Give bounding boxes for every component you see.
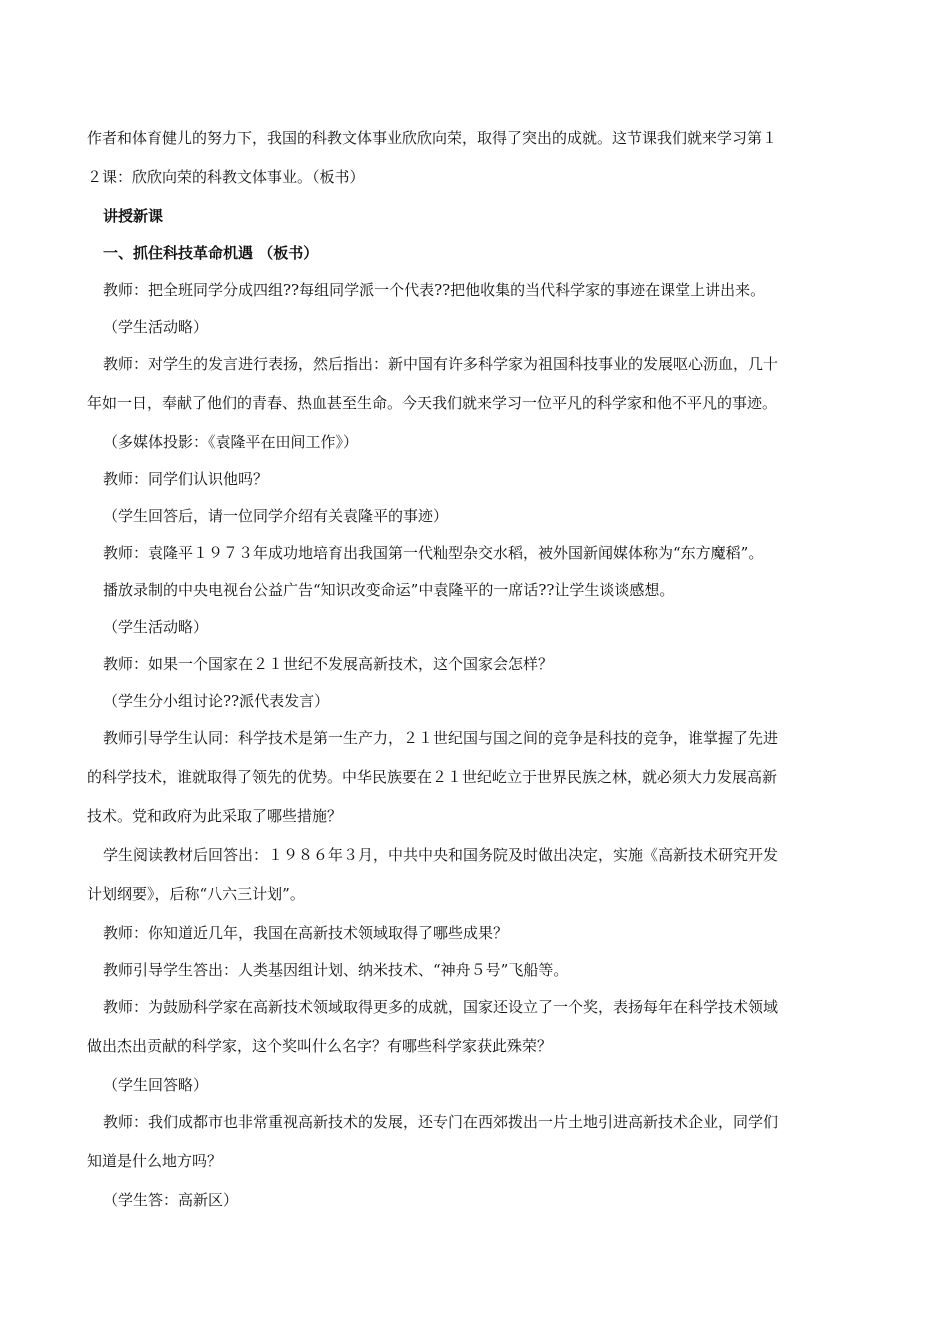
paragraph-line: 知道是什么地方吗？ — [87, 1152, 223, 1170]
paragraph-line: 教师：对学生的发言进行表扬，然后指出：新中国有许多科学家为祖国科技事业的发展呕心沥血，几十 — [103, 355, 779, 373]
paragraph-line: 教师：如果一个国家在２１世纪不发展高新技术，这个国家会怎样？ — [103, 655, 554, 673]
paragraph-line: 技术。党和政府为此采取了哪些措施？ — [87, 807, 343, 825]
paragraph-line: 作者和体育健儿的努力下，我国的科教文体事业欣欣向荣，取得了突出的成就。这节课我们就来学习第１ — [87, 129, 778, 147]
paragraph-line: 教师：袁隆平１９７３年成功地培育出我国第一代籼型杂交水稻，被外国新闻媒体称为“东方魔稻”。 — [103, 544, 764, 562]
paragraph-line: 教师：我们成都市也非常重视高新技术的发展，还专门在西郊拨出一片土地引进高新技术企业，同学们 — [103, 1113, 779, 1131]
paragraph-line: （学生回答后，请一位同学介绍有关袁隆平的事迹） — [103, 507, 449, 525]
paragraph-line: 年如一日，奉献了他们的青春、热血甚至生命。今天我们就来学习一位平凡的科学家和他不平凡的事迹。 — [87, 394, 778, 412]
subsection-heading: 一、抓住科技革命机遇 （板书） — [103, 244, 319, 262]
paragraph-line: （学生活动略） — [103, 618, 209, 636]
section-heading: 讲授新课 — [103, 207, 164, 225]
paragraph-line: 播放录制的中央电视台公益广告“知识改变命运”中袁隆平的一席话??让学生谈谈感想。 — [103, 581, 675, 599]
paragraph-line: （学生分小组讨论??派代表发言） — [103, 692, 330, 710]
paragraph-line: 学生阅读教材后回答出：１９８６年３月，中共中央和国务院及时做出决定，实施《高新技术研究开发 — [103, 846, 779, 864]
paragraph-line: （学生活动略） — [103, 318, 209, 336]
paragraph-line: 教师：把全班同学分成四组??每组同学派一个代表??把他收集的当代科学家的事迹在课堂上讲出来。 — [103, 281, 766, 299]
paragraph-line: 教师引导学生答出：人类基因组计划、纳米技术、“神舟５号”飞船等。 — [103, 961, 569, 979]
paragraph-line: （多媒体投影：《袁隆平在田间工作》） — [103, 433, 359, 451]
paragraph-line: 计划纲要》，后称“八六三计划”。 — [87, 885, 305, 903]
paragraph-line: 做出杰出贡献的科学家，这个奖叫什么名字？有哪些科学家获此殊荣？ — [87, 1037, 553, 1055]
paragraph-line: 教师：为鼓励科学家在高新技术领域取得更多的成就，国家还设立了一个奖，表扬每年在科学技术领域 — [103, 998, 779, 1016]
paragraph-line: 教师引导学生认同：科学技术是第一生产力，２１世纪国与国之间的竞争是科技的竞争，谁掌握了先进 — [103, 729, 779, 747]
paragraph-line: （学生回答略） — [103, 1076, 209, 1094]
paragraph-line: （学生答：高新区） — [103, 1191, 239, 1209]
paragraph-line: 教师：同学们认识他吗？ — [103, 470, 269, 488]
paragraph-line: 教师：你知道近几年，我国在高新技术领域取得了哪些成果？ — [103, 924, 509, 942]
paragraph-line: 的科学技术，谁就取得了领先的优势。中华民族要在２１世纪屹立于世界民族之林，就必须大力发展高新 — [87, 768, 778, 786]
paragraph-line: ２课：欣欣向荣的科教文体事业。（板书） — [87, 168, 365, 186]
